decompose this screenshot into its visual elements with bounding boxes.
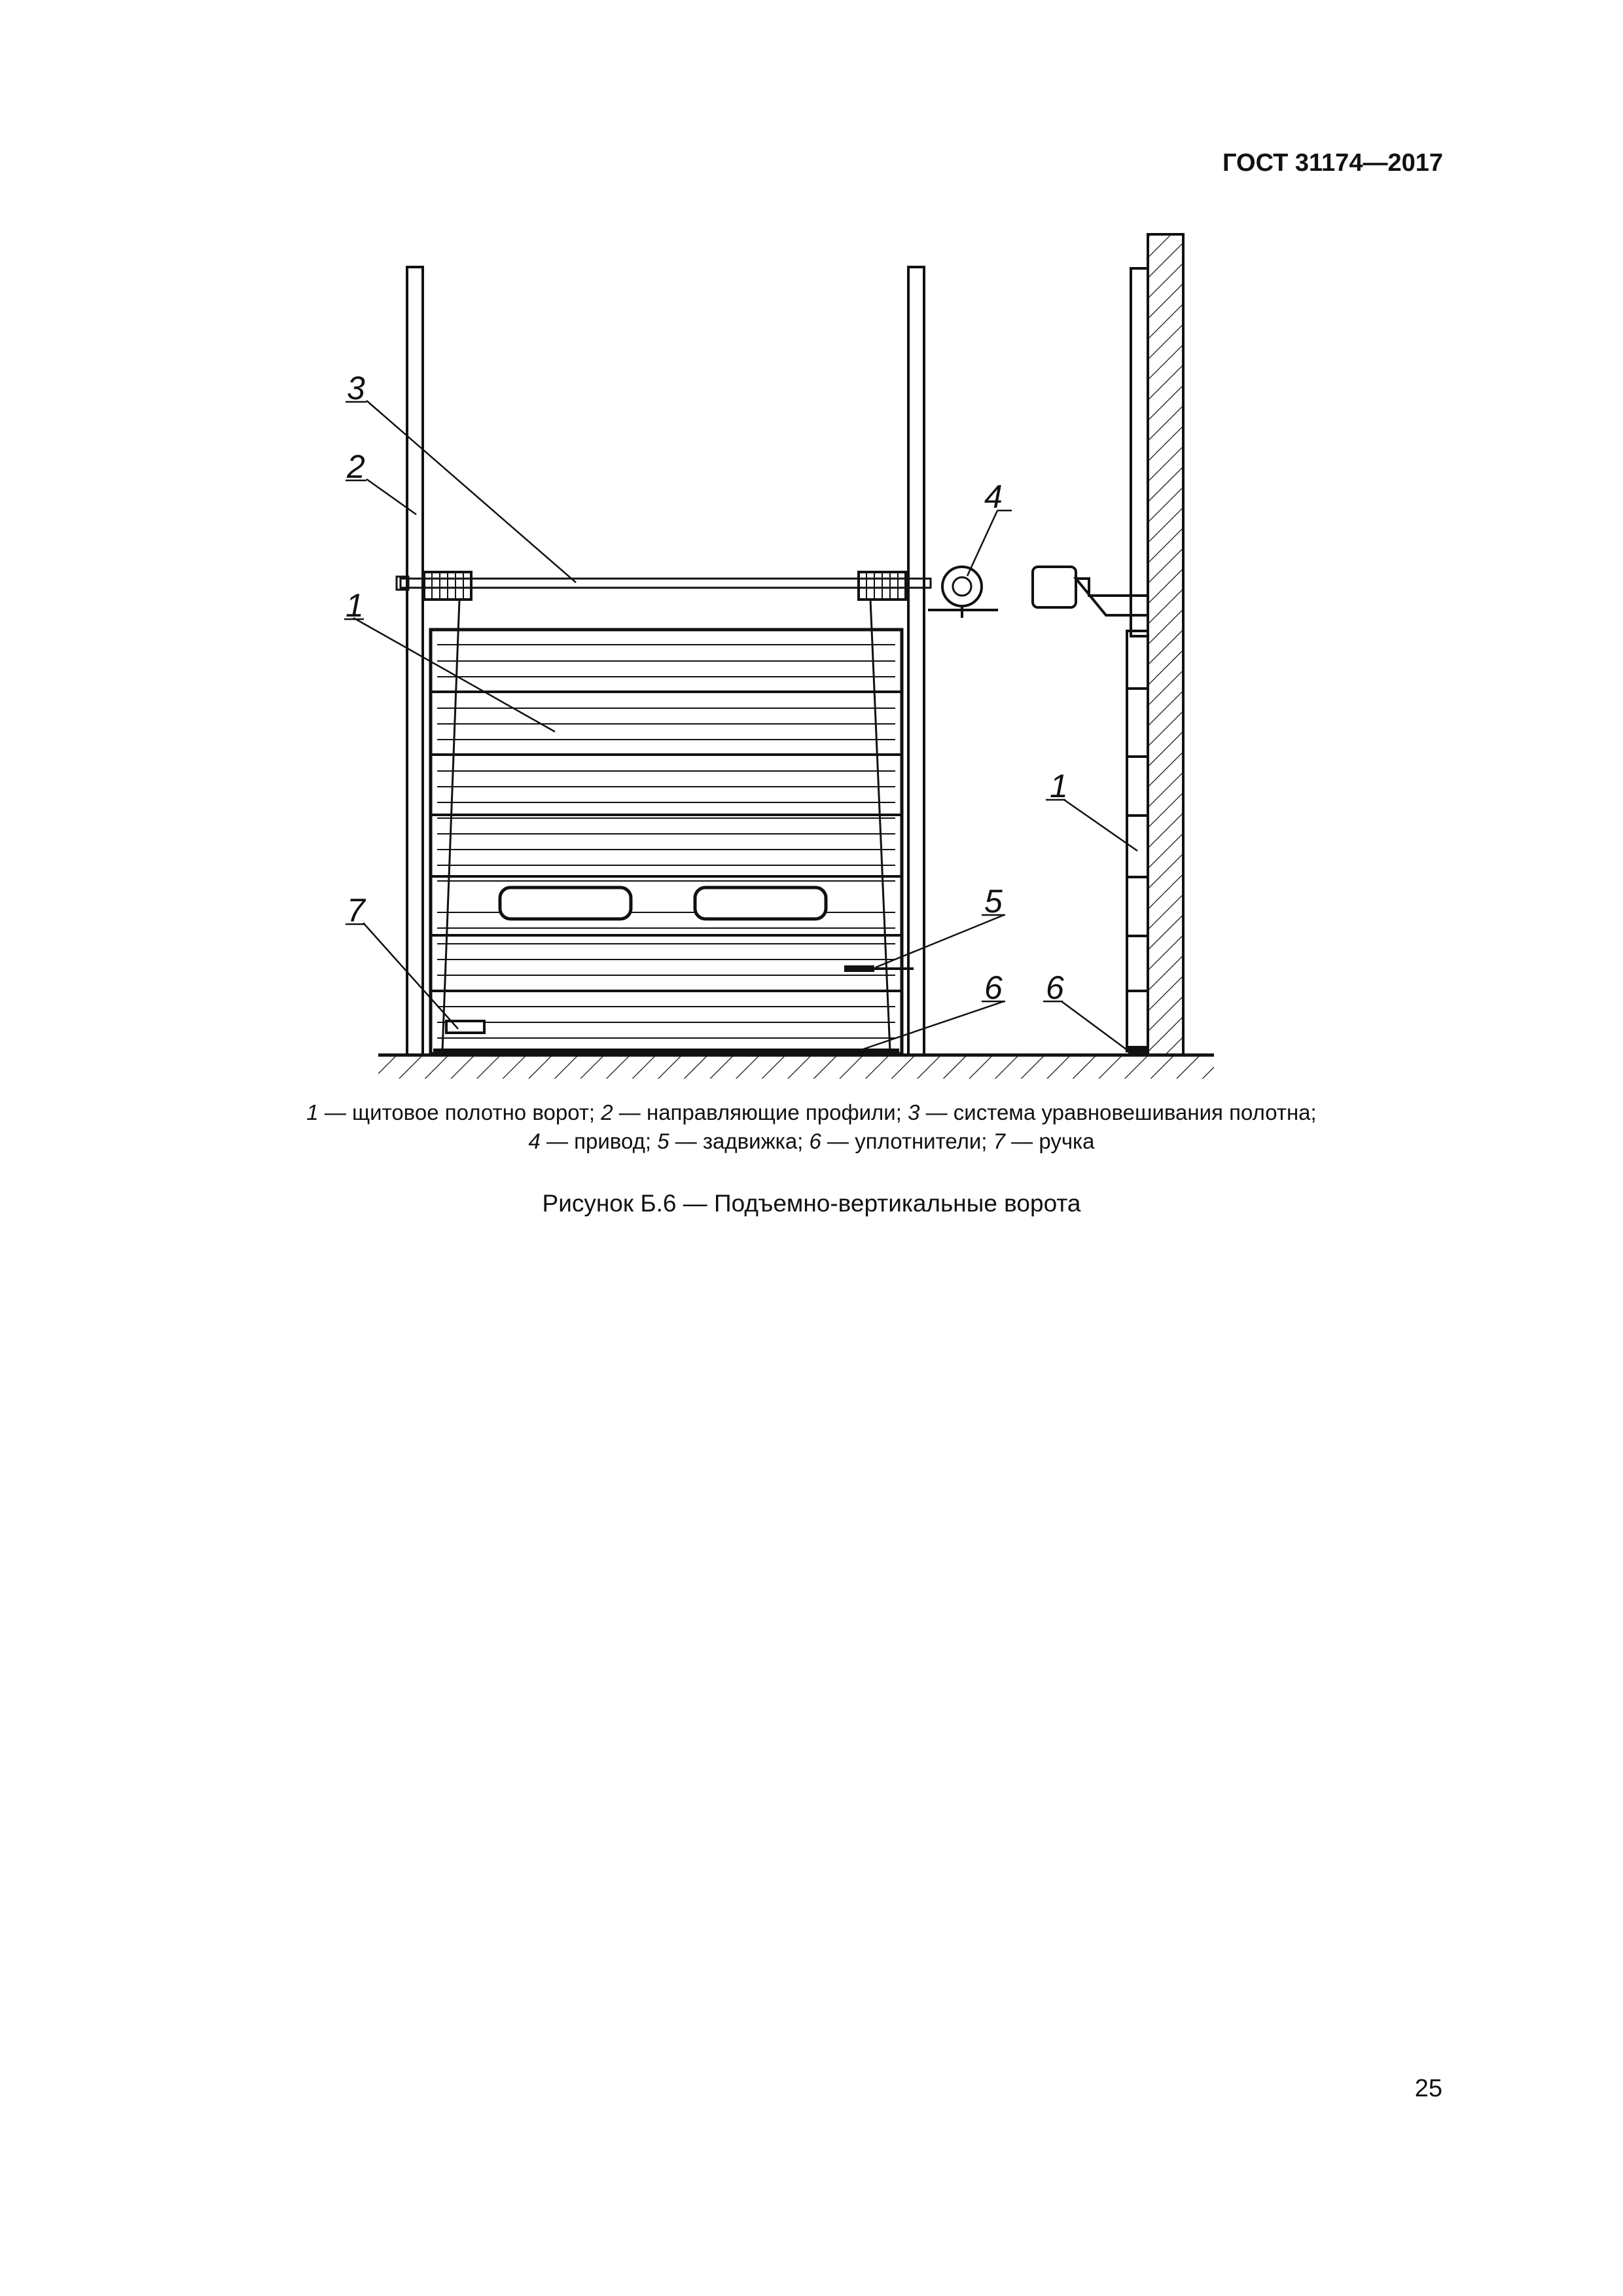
left-guide-profile [407,267,423,1055]
callout-6: 6 [984,969,1003,1006]
legend-num-4: 4 [528,1129,541,1153]
right-cable [870,600,890,1051]
callout-4: 4 [984,478,1003,515]
page-number: 25 [1414,2075,1442,2102]
front-callouts [344,370,1005,1006]
floor-hatch [378,1056,929,1079]
side-panel-joints [1127,689,1148,991]
side-drive-bracket [1076,579,1148,615]
side-callout-6: 6 [1046,969,1064,1006]
legend-num-2: 2 [601,1100,613,1124]
callout-2: 2 [347,448,365,485]
callout-1: 1 [346,587,364,624]
legend-num-5: 5 [657,1129,669,1153]
side-door-leaf [1127,631,1148,1051]
panel-joints [431,692,902,991]
legend-text-7: — ручка [1005,1129,1095,1153]
drum-windings [432,573,898,598]
legend-text-2: — направляющие профили; [613,1100,908,1124]
side-floor-hatch [929,1056,1214,1079]
callout-7: 7 [347,892,365,929]
left-cable [442,600,459,1051]
right-guide-profile [908,267,924,1055]
side-callout-1: 1 [1050,768,1068,804]
callout-3: 3 [347,370,365,406]
legend-text-3: — система уравновешивания полотна; [919,1100,1317,1124]
callout-5: 5 [984,883,1003,920]
wall-section [1148,234,1183,1055]
side-drive-motor [1033,567,1076,607]
legend-num-7: 7 [993,1129,1005,1153]
legend-line-2 [0,1127,1623,1156]
gate-drawing [0,0,1623,1113]
side-callouts [1043,768,1068,1006]
drive-motor [942,567,982,606]
side-guide-rail [1131,268,1148,636]
right-window [695,888,826,919]
legend-text-4: — привод; [540,1129,658,1153]
legend-text-6: — уплотнители; [821,1129,993,1153]
front-view [353,267,1214,1079]
figure-caption: Рисунок Б.6 — Подъемно-вертикальные ворота [542,1190,1081,1217]
legend-num-6: 6 [809,1129,821,1153]
balancing-shaft [401,579,931,588]
left-window [500,888,631,919]
legend-text-5: — задвижка; [669,1129,810,1153]
leader-lines [353,401,1012,1051]
legend-text-1: — щитовое полотно ворот; [318,1100,601,1124]
side-bottom-seal [1128,1046,1147,1054]
side-view [929,234,1214,1079]
legend-num-1: 1 [306,1100,319,1124]
standard-designation: ГОСТ 31174—2017 [1222,149,1443,177]
legend-line-1 [0,1098,1623,1127]
legend-num-3: 3 [908,1100,920,1124]
drive-hub [953,577,971,596]
